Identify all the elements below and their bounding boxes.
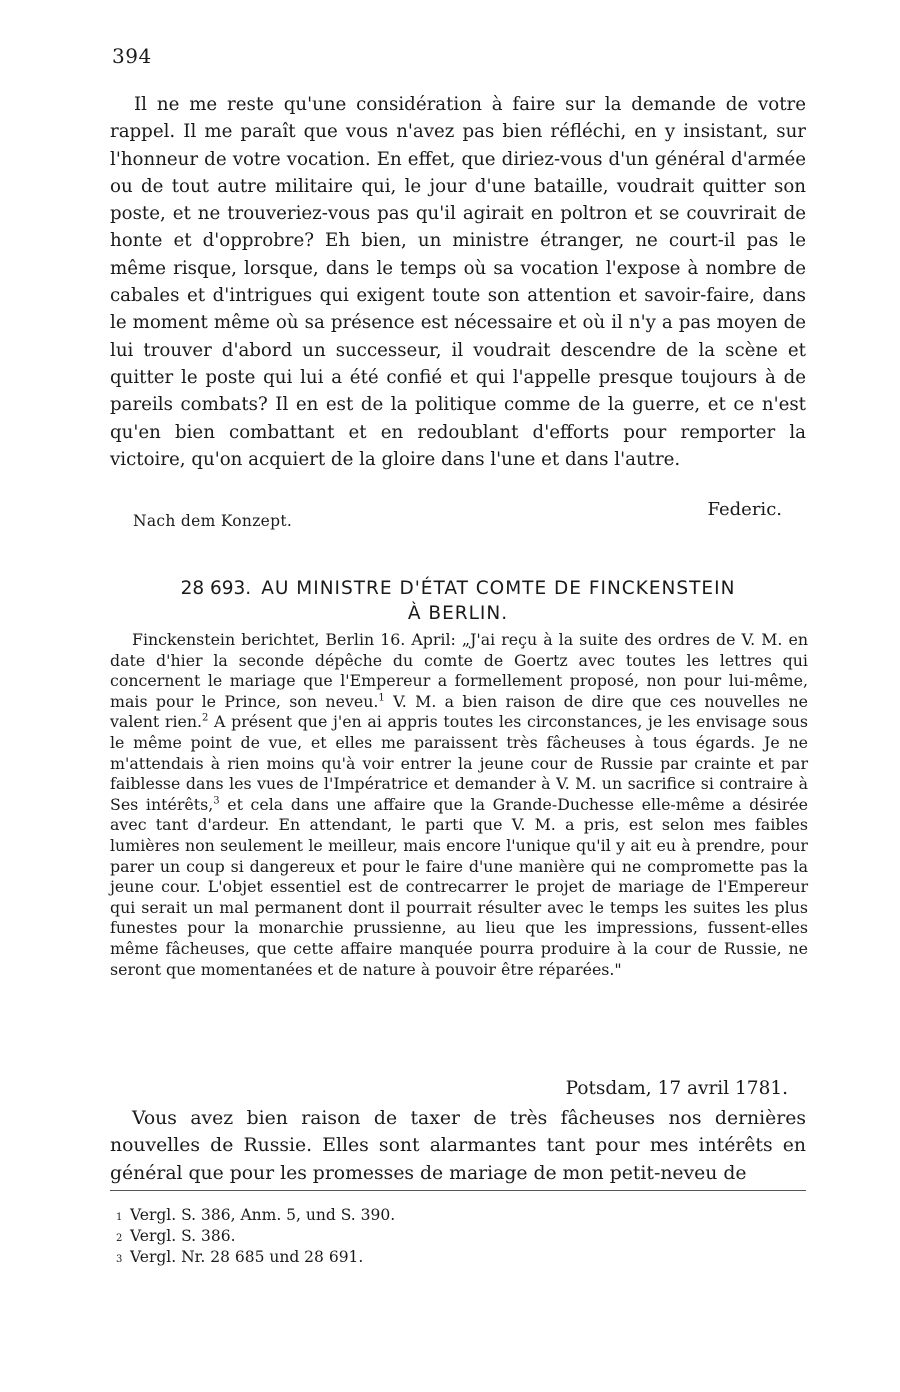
report-text: A présent que j'en ai appris toutes les circonstances, je les envisage sous le même point de vue, et elles me paraissent très fâcheuses à tous égards. Je ne m'attendais à rien moins qu'à voir entrer la jeune cour de Russie par crainte et par faiblesse dans les vues de l'Impératrice et demander à V. M. un sacrifice si contraire à Ses intérêts,: [110, 712, 808, 814]
report-text: V. M. a bien raison de dire que ces nouvelles ne valent rien.: [110, 691, 808, 732]
footnote-text: Vergl. S. 386, Anm. 5, und S. 390.: [130, 1206, 396, 1224]
heading-line-2: À BERLIN.: [407, 603, 509, 624]
footnote-mark: 3: [116, 1254, 123, 1265]
body-paragraph: Il ne me reste qu'une considération à faire sur la demande de votre rappel. Il me paraît que vous n'avez pas bien réfléchi, en y insistant, sur l'honneur de votre vocation. En effet, que diriez-vous d'un général d'armée ou de tout autre militaire qui, le jour d'une bataille, voudrait quitter son poste, et ne trouveriez-vous pas qu'il agirait en poltron et se couvrirait de honte et d'opprobre? Eh bien, un ministre étranger, ne court-il pas le même risque, lorsque, dans le temps où sa vocation l'expose à nombre de cabales et d'intrigues qui exigent toute son attention et savoir-faire, dans le moment même où sa présence est nécessaire et où il n'y a pas moyen de lui trouver d'abord un successeur, il voudrait descendre de la scène et quitter le poste qui lui a été confié et qui l'appelle presque toujours à de pareils combats? Il en est de la politique comme de la guerre, et ce n'est qu'en bien combattant et en redoublant d'efforts pour remporter la victoire, qu'on acquiert de la gloire dans l'une et dans l'autre.: [110, 94, 806, 470]
report-summary: [110, 630, 808, 980]
footnote-text: Vergl. Nr. 28 685 und 28 691.: [130, 1248, 364, 1266]
footnote-ref: 1: [378, 692, 385, 704]
letter-heading: [110, 576, 806, 626]
page-number: 394: [112, 44, 152, 68]
body-paragraph: Vous avez bien raison de taxer de très fâcheuses nos dernières nouvelles de Russie. Elles sont alarmantes tant pour mes intérêts en général que pour les promesses de mariage de mon petit-neveu de: [110, 1108, 806, 1184]
footnote-ref: 2: [202, 713, 209, 725]
report-text: Finckenstein berichtet, Berlin 16. April: „J'ai reçu à la suite des ordres de V. M. en date d'hier la seconde dépêche du comte de Goertz avec toutes les lettres qui concernent le mariage que l'Empereur a formellement proposé, non pour lui-même, mais pour le Prince, son neveu.: [110, 630, 808, 711]
footnote: [110, 1247, 395, 1268]
footnote-ref: 3: [213, 795, 220, 807]
letter-number: 28 693.: [180, 578, 252, 599]
footnotes: [110, 1205, 395, 1268]
footnote: [110, 1226, 395, 1247]
dateline: Potsdam, 17 avril 1781.: [565, 1078, 788, 1099]
footnote-text: Vergl. S. 386.: [130, 1227, 236, 1245]
report-text: et cela dans une affaire que la Grande-Duchesse elle-même a désirée avec tant d'ardeur. En attendant, le parti que V. M. a pris, est selon mes faibles lumières non seulement le meilleur, mais encore l'unique qu'il y ait eu à prendre, pour parer un coup si dangereux et pour le faire d'une manière qui ne compromette pas la jeune cour. L'objet essentiel est de contrecarrer le projet de mariage de l'Empereur qui serait un mal permanent dont il pourrait résulter avec le temps les suites les plus funestes pour la monarchie prussienne, au lieu que les impressions, fussent-elles même fâcheuses, que cette affaire manquée pourra produire à la cour de Russie, ne seront que momentanées et de nature à pouvoir être réparées.": [110, 794, 808, 979]
signature: Federic.: [707, 499, 782, 520]
footnote-divider: [110, 1190, 806, 1191]
footnote: [110, 1205, 395, 1226]
heading-line-1: [110, 576, 806, 601]
heading-title: AU MINISTRE D'ÉTAT COMTE DE FINCKENSTEIN: [261, 578, 736, 599]
footnote-mark: 1: [116, 1212, 123, 1223]
footnote-mark: 2: [116, 1233, 123, 1244]
source-note: Nach dem Konzept.: [133, 512, 293, 530]
